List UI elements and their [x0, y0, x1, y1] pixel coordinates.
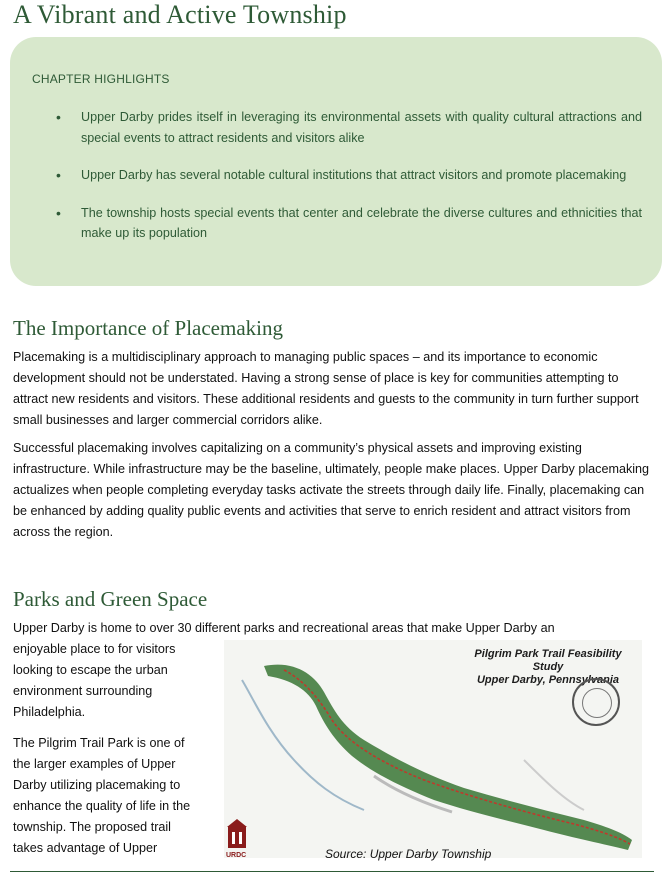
bullet-icon: • [56, 167, 61, 183]
map-title-line-2: Upper Darby, Pennsylvania [476, 674, 620, 686]
chapter-highlights-box [10, 37, 662, 286]
highlights-title: CHAPTER HIGHLIGHTS [32, 72, 170, 86]
pilgrim-park-trail-map [224, 640, 642, 858]
parks-column-text-1: enjoyable place to for visitors looking to escape the urban environment surrounding Philadelphia. [13, 642, 176, 719]
highlight-item [50, 203, 642, 244]
placemaking-paragraph-1: Placemaking is a multidisciplinary approach to managing public spaces – and its importance to economic development should not be understated. Having a strong sense of place is key for communities attempting to attract new residents and visitors. These additional residents and guests to the community in turn further support small businesses and larger commercial corridors alike. [13, 350, 639, 427]
placemaking-paragraph-2: Successful placemaking involves capitalizing on a community’s physical assets and improving existing infrastructure. While infrastructure may be the baseline, ultimately, people make places. Upper Darby placemaking actualizes when people completing everyday tasks activate the streets through daily life. Finally, placemaking can be enhanced by adding quality public events and activities that serve to enrich resident and attract visitors from across the region. [13, 441, 650, 539]
bullet-icon: • [56, 109, 61, 125]
highlights-list [50, 107, 642, 261]
highlight-item [50, 165, 642, 186]
urdc-logo-icon [226, 818, 248, 850]
highlight-text: The township hosts special events that center and celebrate the diverse cultures and ethnicities that make up its population [81, 205, 642, 240]
footer-divider [10, 871, 654, 872]
highlight-item [50, 107, 642, 148]
figure-caption: Source: Upper Darby Township [325, 847, 492, 861]
map-title [460, 648, 636, 687]
seal-icon [572, 678, 620, 726]
parks-lead-text: Upper Darby is home to over 30 different parks and recreational areas that make Upper Darby an [13, 621, 555, 635]
highlight-text: Upper Darby prides itself in leveraging its environmental assets with quality cultural attractions and special events to attract residents and visitors alike [81, 110, 642, 145]
urdc-logo-text: URDC [226, 852, 247, 859]
bullet-icon: • [56, 204, 61, 221]
map-title-line-1: Pilgrim Park Trail Feasibility Study [474, 648, 622, 673]
parks-heading: Parks and Green Space [13, 587, 208, 611]
placemaking-heading: The Importance of Placemaking [13, 316, 283, 340]
page-title: A Vibrant and Active Township [13, 0, 347, 29]
highlight-text: Upper Darby has several notable cultural institutions that attract visitors and promote placemaking [81, 168, 627, 182]
parks-column-text-2: The Pilgrim Trail Park is one of the larger examples of Upper Darby utilizing placemaking to enhance the quality of life in the township. The proposed trail takes advantage of Upper [13, 736, 191, 855]
